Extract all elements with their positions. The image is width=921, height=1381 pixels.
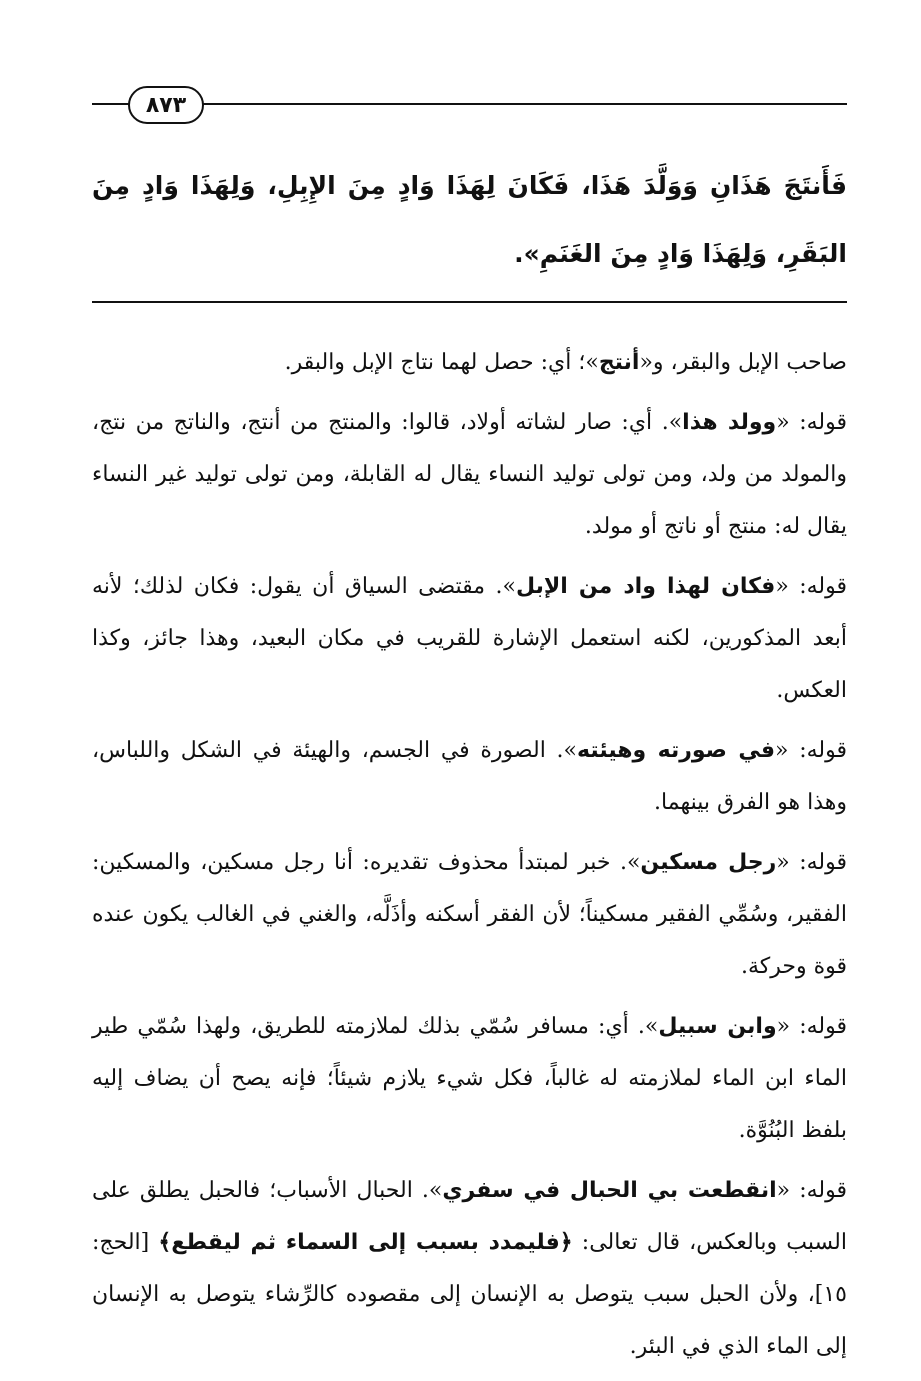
paragraph-text: قوله: « (775, 738, 847, 763)
paragraph-text: ». أي: صار لشاته أولاد، قالوا: والمنتج من أنتج، والناتج من نتج، والمولد من ولد، ومن تولى توليد النساء يقال له القابلة، ومن تولى توليد غير النساء يقال له: منتج أو ناتج أو مولد. (92, 410, 847, 539)
hadith-text: فَأَنتَجَ هَذَانِ وَوَلَّدَ هَذَا، فَكَانَ لِهَذَا وَادٍ مِنَ الإِبِلِ، وَلِهَذَا وَادٍ مِنَ البَقَرِ، وَلِهَذَا وَادٍ مِنَ الغَنَمِ». (92, 171, 847, 268)
quoted-term: انقطعت بي الحبال في سفري (442, 1178, 777, 1203)
quoted-term: وابن سبيل (658, 1014, 777, 1039)
quoted-term: رجل مسكين (640, 850, 777, 875)
paragraph-text: [الحج: ١٥]، ولأن الحبل سبب يتوصل به الإنسان إلى مقصوده كالرِّشاء يتوصل به الإنسان إلى الماء الذي في البئر. (92, 1230, 847, 1359)
paragraph-4 (92, 725, 847, 829)
quoted-term: وولد هذا (682, 410, 777, 435)
section-divider (92, 301, 847, 303)
paragraph-6 (92, 1001, 847, 1157)
commentary-body (92, 337, 847, 1381)
paragraph-text: ». مقتضى السياق أن يقول: فكان لذلك؛ لأنه أبعد المذكورين، لكنه استعمل الإشارة للقريب في مكان البعيد، وهذا جائز، وكذا العكس. (92, 574, 847, 703)
paragraph-7 (92, 1165, 847, 1373)
paragraph-text: قوله: « (776, 850, 848, 875)
paragraph-3 (92, 561, 847, 717)
paragraph-text: »؛ أي: حصل لهما نتاج الإبل والبقر. (284, 350, 599, 375)
paragraph-text: قوله: « (776, 1014, 847, 1039)
paragraph-text: صاحب الإبل والبقر، و« (639, 350, 847, 375)
paragraph-text: ». الحبال الأسباب؛ فالحبل يطلق على السبب وبالعكس، قال تعالى: (92, 1178, 847, 1255)
paragraph-text: قوله: « (775, 574, 847, 599)
paragraph-text: ». الصورة في الجسم، والهيئة في الشكل واللباس، وهذا هو الفرق بينهما. (92, 738, 847, 815)
paragraph-5 (92, 837, 847, 993)
paragraph-text: قوله: « (776, 1178, 847, 1203)
quoted-term: أنتج (598, 350, 640, 375)
paragraph-text: ». أي: مسافر سُمّي بذلك لملازمته للطريق، ولهذا سُمّي طير الماء ابن الماء لملازمته له غالباً، فكل شيء يلازم شيئاً؛ فإنه يصح أن يضاف إليه بلفظ البُنُوَّة. (92, 1014, 847, 1143)
quoted-term: في صورته وهيئته (577, 738, 776, 763)
header-rule (92, 103, 847, 105)
page-number: ٨٧٣ (128, 86, 204, 124)
paragraph-1 (92, 337, 847, 389)
quoted-term: فكان لهذا واد من الإبل (515, 574, 776, 599)
paragraph-text: قوله: « (776, 410, 847, 435)
paragraph-text: ». خبر لمبتدأ محذوف تقديره: أنا رجل مسكين، والمسكين: الفقير، وسُمِّي الفقير مسكيناً؛ لأن الفقر أسكنه وأذَلَّه، والغني في الغالب يكون عنده قوة وحركة. (92, 850, 847, 979)
quran-verse: ﴿فليمدد بسبب إلى السماء ثم ليقطع﴾ (158, 1230, 573, 1255)
paragraph-2 (92, 397, 847, 553)
